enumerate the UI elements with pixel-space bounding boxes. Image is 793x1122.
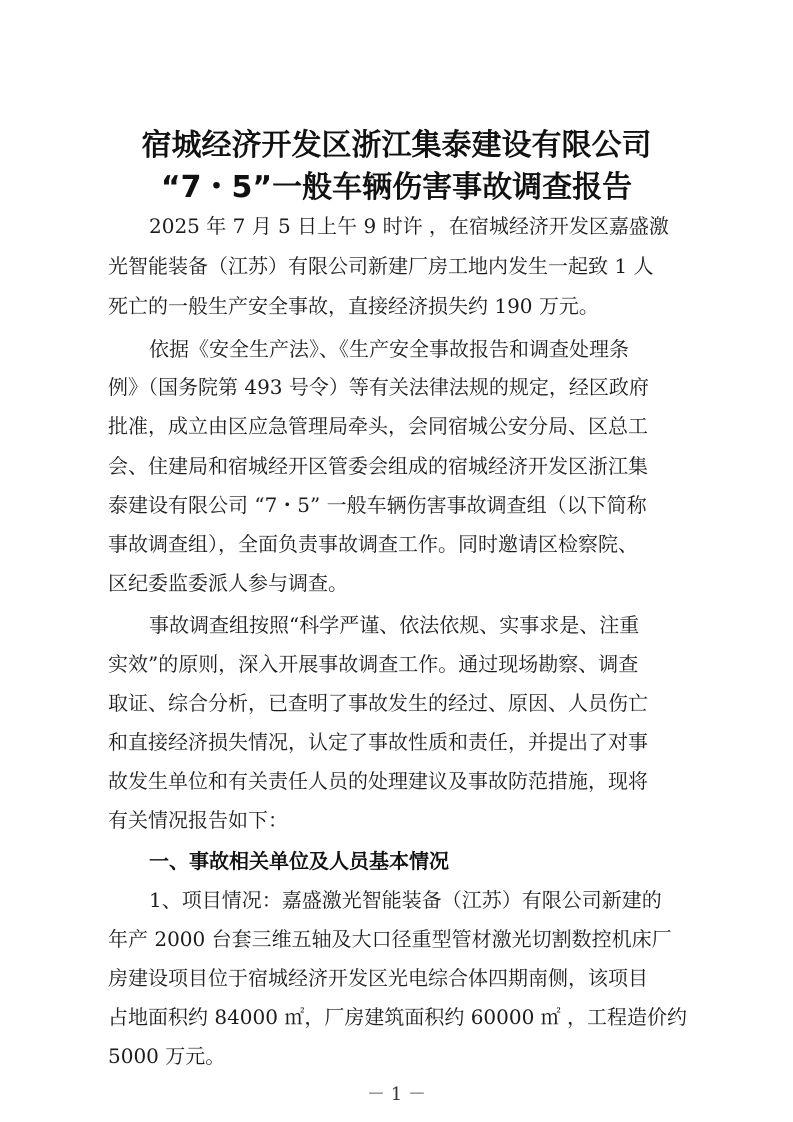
paragraph-4-line-4: 占地面积约 84000 ㎡，厂房建筑面积约 60000 ㎡ ，工程造价约: [108, 1005, 688, 1029]
paragraph-3-line-3: 取证、综合分析，已查明了事故发生的经过、原因、人员伤亡: [108, 691, 648, 715]
page-number: － 1 －: [367, 1084, 426, 1105]
paragraph-3-line-6: 有关情况报告如下：: [108, 808, 288, 832]
paragraph-2-line-7: 区纪委监委派人参与调查。: [108, 571, 348, 595]
report-title-line-1: 宿城经济开发区浙江集泰建设有限公司: [141, 128, 652, 163]
section-1-heading: 一、事故相关单位及人员基本情况: [149, 849, 449, 873]
paragraph-4-line-2: 年产 2000 台套三维五轴及大口径重型管材激光切割数控机床厂: [108, 927, 672, 951]
paragraph-2-line-5: 泰建设有限公司 “7・5” 一般车辆伤害事故调查组（以下简称: [108, 493, 647, 517]
paragraph-3-line-2: 实效”的原则，深入开展事故调查工作。通过现场勘察、调查: [108, 652, 639, 676]
paragraph-2-line-2: 例》（国务院第 493 号令）等有关法律法规的规定，经区政府: [108, 375, 649, 399]
report-title-line-2: “7・5”一般车辆伤害事故调查报告: [160, 170, 633, 205]
paragraph-1-line-2: 光智能装备（江苏）有限公司新建厂房工地内发生一起致 1 人: [108, 254, 654, 278]
paragraph-2-line-6: 事故调查组），全面负责事故调查工作。同时邀请区检察院、: [108, 532, 638, 556]
paragraph-3-line-4: 和直接经济损失情况，认定了事故性质和责任，并提出了对事: [108, 730, 648, 754]
paragraph-3-line-5: 故发生单位和有关责任人员的处理建议及事故防范措施，现将: [108, 769, 648, 793]
paragraph-4-line-1: 1、项目情况：嘉盛激光智能装备（江苏）有限公司新建的: [149, 888, 662, 912]
paragraph-4-line-3: 房建设项目位于宿城经济开发区光电综合体四期南侧，该项目: [108, 966, 648, 990]
paragraph-4-line-5: 5000 万元。: [108, 1044, 226, 1068]
paragraph-1-line-3: 死亡的一般生产安全事故，直接经济损失约 190 万元。: [108, 294, 599, 318]
paragraph-2-line-3: 批准，成立由区应急管理局牵头，会同宿城公安分局、区总工: [108, 414, 648, 438]
paragraph-2-line-4: 会、住建局和宿城经开区管委会组成的宿城经济开发区浙江集: [108, 454, 648, 478]
paragraph-3-line-1: 事故调查组按照“科学严谨、依法依规、实事求是、注重: [149, 613, 640, 637]
paragraph-2-line-1: 依据《安全生产法》、《生产安全事故报告和调查处理条: [149, 337, 629, 361]
paragraph-1-line-1: 2025 年 7 月 5 日上午 9 时许 ，在宿城经济开发区嘉盛激: [149, 214, 669, 238]
